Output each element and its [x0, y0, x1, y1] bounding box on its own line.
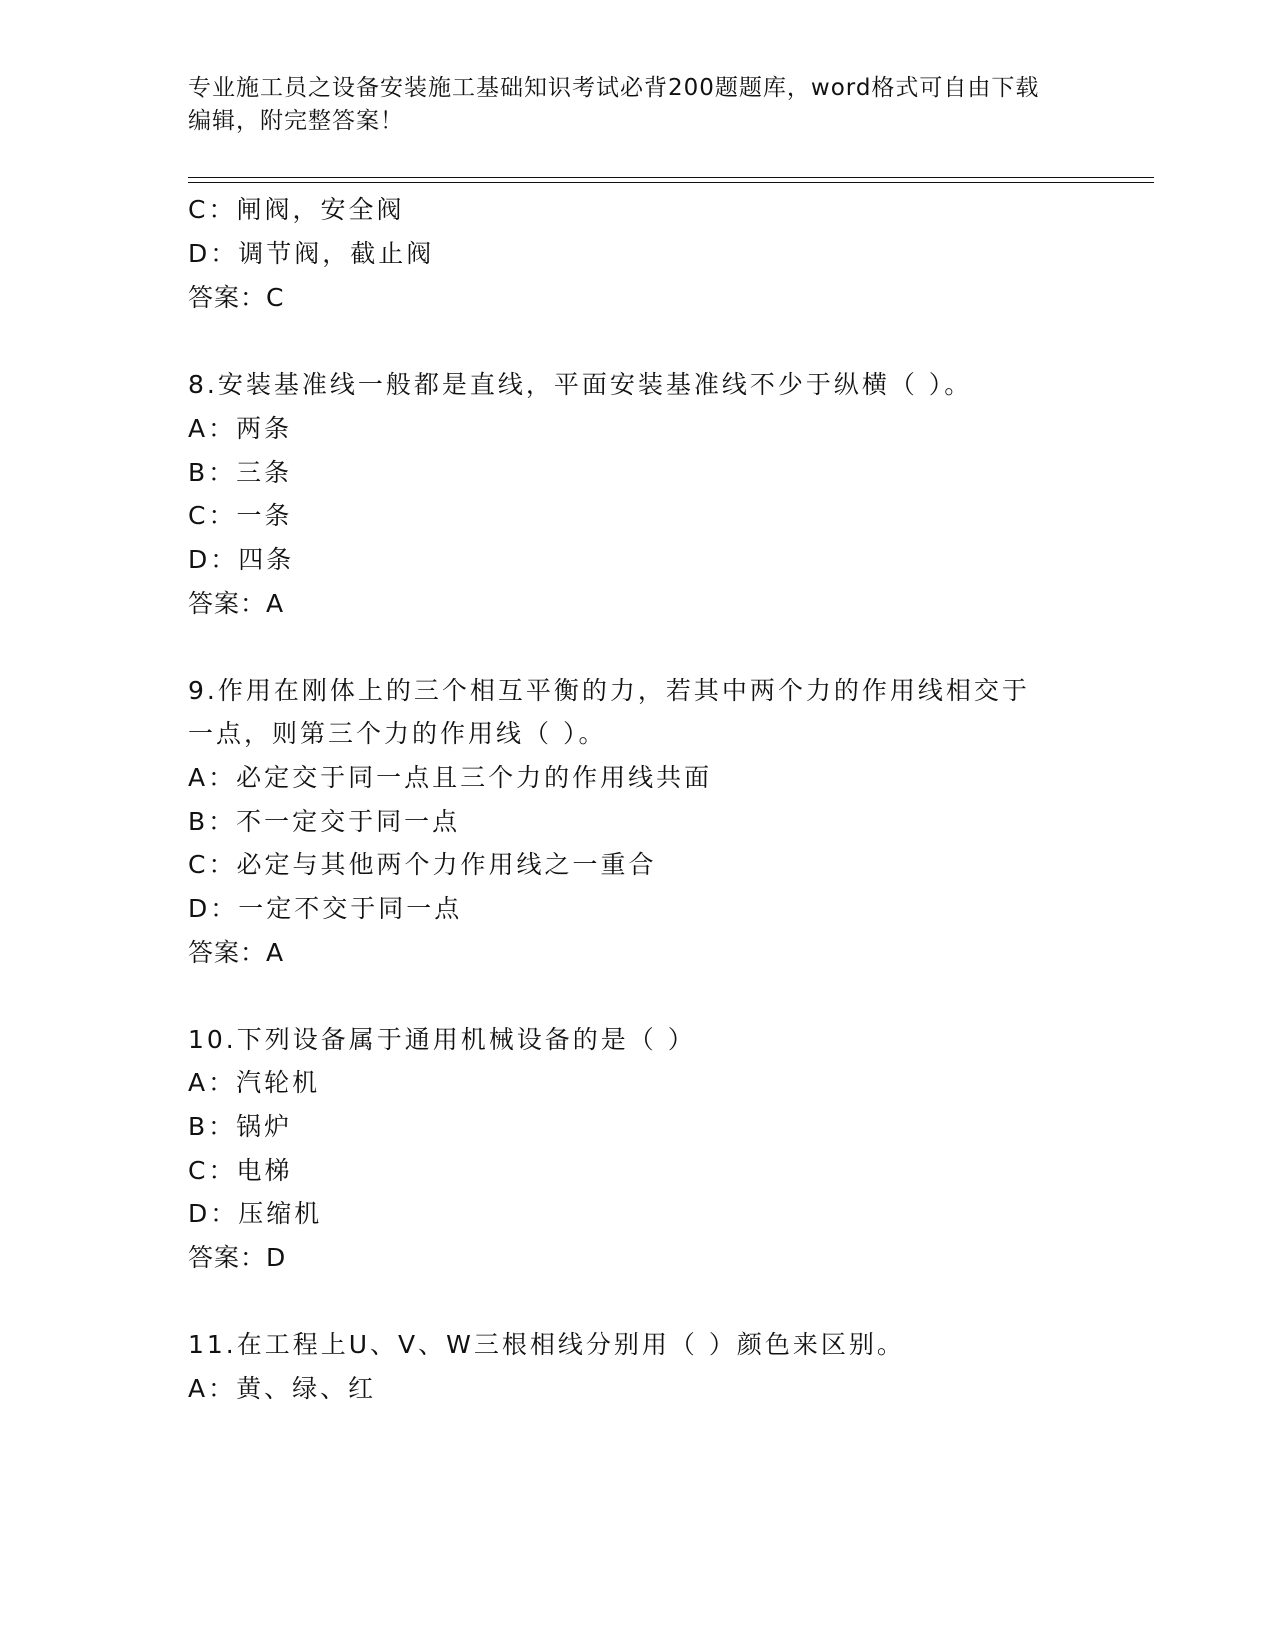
q8-stem: 8.安装基准线一般都是直线，平面安装基准线不少于纵横（ ）。	[188, 370, 973, 399]
q8-option-c: C：一条	[188, 501, 293, 530]
header-divider-top	[188, 177, 1154, 178]
q10-option-c: C：电梯	[188, 1156, 293, 1185]
q9-option-c: C：必定与其他两个力作用线之一重合	[188, 850, 657, 879]
q7-option-c: C：闸阀，安全阀	[188, 195, 405, 224]
q9-option-a: A：必定交于同一点且三个力的作用线共面	[188, 763, 713, 792]
header-line-2: 编辑，附完整答案！	[188, 108, 404, 134]
q8-option-a: A：两条	[188, 414, 293, 443]
header-divider-bottom	[188, 182, 1154, 183]
document-header	[188, 72, 1088, 138]
q11-stem: 11.在工程上U、V、W三根相线分别用（ ）颜色来区别。	[188, 1330, 905, 1359]
q10-option-a: A：汽轮机	[188, 1068, 321, 1097]
q11-option-a: A：黄、绿、红	[188, 1374, 377, 1403]
q10-option-d: D：压缩机	[188, 1199, 323, 1228]
q7-answer: 答案：C	[188, 283, 285, 312]
q10-stem: 10.下列设备属于通用机械设备的是（ ）	[188, 1025, 696, 1054]
q8-option-d: D：四条	[188, 545, 295, 574]
q10-answer: 答案：D	[188, 1243, 287, 1272]
q9-option-b: B：不一定交于同一点	[188, 807, 461, 836]
q9-answer: 答案：A	[188, 938, 285, 967]
q9-stem-line-1: 9.作用在刚体上的三个相互平衡的力，若其中两个力的作用线相交于	[188, 676, 1030, 705]
q8-answer: 答案：A	[188, 589, 285, 618]
q9-stem-line-2: 一点，则第三个力的作用线（ ）。	[188, 719, 607, 748]
q8-option-b: B：三条	[188, 458, 293, 487]
header-line-1: 专业施工员之设备安装施工基础知识考试必背200题题库，word格式可自由下载	[188, 75, 1040, 101]
q9-option-d: D：一定不交于同一点	[188, 894, 463, 923]
q10-option-b: B：锅炉	[188, 1112, 293, 1141]
q7-option-d: D：调节阀，截止阀	[188, 239, 435, 268]
